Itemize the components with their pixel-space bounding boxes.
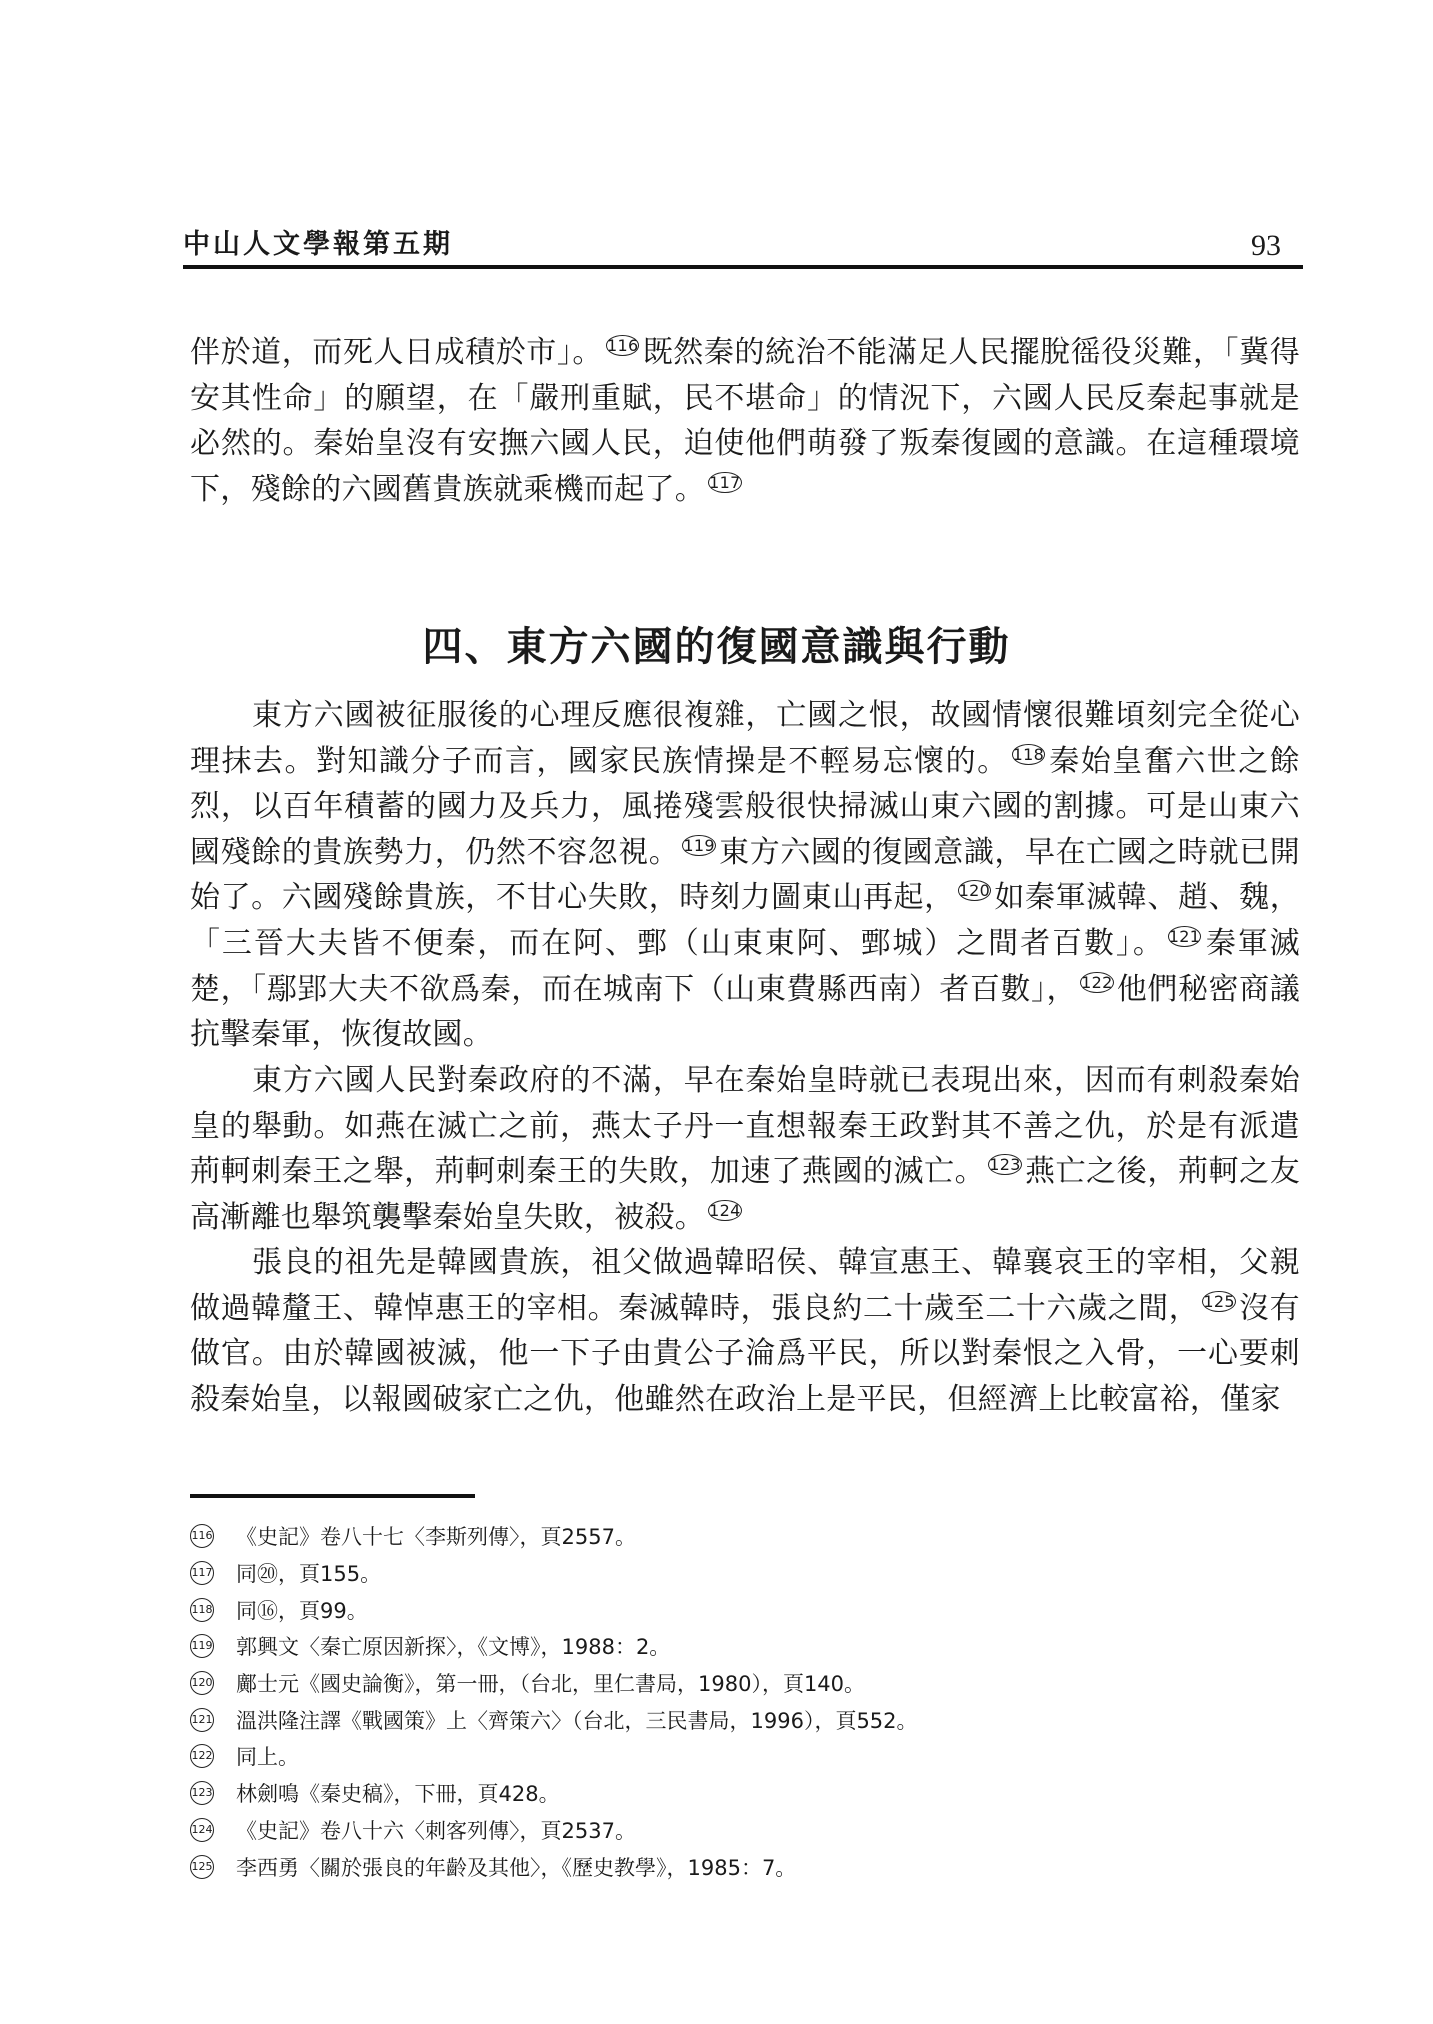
paragraph-continued xyxy=(190,330,1300,512)
footnote-text: 同⑯，頁99。 xyxy=(236,1598,368,1623)
footnote-number: 122 xyxy=(190,1744,214,1768)
footnote-item xyxy=(190,1701,1300,1738)
paragraph xyxy=(190,1058,1300,1240)
text-run: 沒有做官。由於韓國被滅，他一下子由貴公子淪爲平民，所以對秦恨之入骨，一心要刺殺秦始皇，以報國破家亡之仇，他雖然在政治上是平民，但經濟上比較富裕，僅家 xyxy=(190,1290,1300,1417)
footnote-number: 123 xyxy=(190,1781,214,1805)
footnote-number: 125 xyxy=(190,1855,214,1879)
footnote-number: 118 xyxy=(190,1598,214,1622)
footnote-number: 120 xyxy=(190,1671,214,1695)
paragraph xyxy=(190,1240,1300,1422)
page-number: 93 xyxy=(1251,229,1281,262)
footnote-ref[interactable]: 125 xyxy=(1203,1291,1235,1311)
text-run: 秦始皇奮六世之餘烈，以百年積蓄的國力及兵力，風捲殘雲般很快掃滅山東六國的割據。可是山東六國殘餘的貴族勢力，仍然不容忽視。 xyxy=(190,743,1300,870)
text-run: 秦軍滅楚，「鄢郢大夫不欲爲秦，而在城南下（山東費縣西南）者百數」， xyxy=(190,925,1300,1007)
footnote-ref[interactable]: 120 xyxy=(958,881,991,901)
footnote-number: 117 xyxy=(190,1561,214,1585)
text-run: 既然秦的統治不能滿足人民擺脫徭役災難，「冀得安其性命」的願望，在「嚴刑重賦，民不堪命」的情況下，六國人民反秦起事就是必然的。秦始皇沒有安撫六國人民，迫使他們萌發了叛秦復國的意識。在這種環境下，殘餘的六國舊貴族就乘機而起了。 xyxy=(190,335,1301,507)
footnote-ref[interactable]: 116 xyxy=(607,336,639,355)
footnotes xyxy=(190,1518,1300,1885)
running-header xyxy=(183,217,1303,267)
text-run: 燕亡之後，荊軻之友高漸離也舉筑襲擊秦始皇失敗，被殺。 xyxy=(190,1154,1300,1235)
text-run: 東方六國人民對秦政府的不滿，早在秦始皇時就已表現出來，因而有刺殺秦始皇的舉動。如燕在滅亡之前，燕太子丹一直想報秦王政對其不善之仇，於是有派遣荊軻刺秦王之舉，荊軻刺秦王的失敗，加速了燕國的滅亡。 xyxy=(190,1063,1300,1190)
paragraph xyxy=(190,693,1300,1058)
text-run: 東方六國的復國意識，早在亡國之時就已開始了。六國殘餘貴族，不甘心失敗，時刻力圖東山再起， xyxy=(190,834,1300,916)
footnote-text: 溫洪隆注譯《戰國策》上〈齊策六〉（台北，三民書局，1996），頁552。 xyxy=(236,1708,918,1733)
footnote-item xyxy=(190,1591,1300,1628)
footnote-text: 同上。 xyxy=(236,1745,299,1770)
footnote-text: 郭興文〈秦亡原因新探〉，《文博》，1988：2。 xyxy=(236,1635,671,1660)
header-rule xyxy=(183,265,1303,269)
footnote-rule xyxy=(190,1494,475,1498)
footnote-text: 同⑳，頁155。 xyxy=(236,1562,382,1587)
footnote-item xyxy=(190,1518,1300,1555)
footnote-item xyxy=(190,1738,1300,1775)
footnote-ref[interactable]: 118 xyxy=(1012,744,1045,764)
text-run: 他們秘密商議抗擊秦軍，恢復故國。 xyxy=(190,971,1301,1053)
footnote-ref[interactable]: 117 xyxy=(709,472,741,492)
footnote-number: 124 xyxy=(190,1818,214,1842)
footnote-item xyxy=(190,1628,1300,1665)
footnote-number: 119 xyxy=(190,1634,214,1658)
footnote-number: 121 xyxy=(190,1708,214,1732)
footnote-item xyxy=(190,1665,1300,1702)
footnote-ref[interactable]: 122 xyxy=(1081,972,1113,992)
footnote-item xyxy=(190,1812,1300,1849)
footnote-text: 林劍鳴《秦史稿》，下冊，頁428。 xyxy=(236,1782,560,1807)
section-title: 四、東方六國的復國意識與行動 xyxy=(422,624,1011,670)
footnote-ref[interactable]: 124 xyxy=(709,1200,741,1220)
footnote-text: 《史記》卷八十七〈李斯列傳〉，頁2557。 xyxy=(236,1525,636,1550)
footnote-ref[interactable]: 121 xyxy=(1168,926,1201,946)
text-run: 東方六國被征服後的心理反應很複雜，亡國之恨，故國情懷很難頃刻完全從心理抹去。對知識分子而言，國家民族情操是不輕易忘懷的。 xyxy=(190,698,1300,779)
footnote-text: 《史記》卷八十六〈刺客列傳〉，頁2537。 xyxy=(236,1818,636,1843)
text-run: 伴於道，而死人日成積於市」。 xyxy=(190,335,603,370)
footnote-number: 116 xyxy=(190,1524,214,1548)
footnote-text: 李西勇〈關於張良的年齡及其他〉，《歷史教學》，1985：7。 xyxy=(236,1855,797,1880)
footnote-ref[interactable]: 119 xyxy=(683,835,715,855)
footnote-text: 鄺士元《國史論衡》，第一冊，（台北，里仁書局，1980），頁140。 xyxy=(236,1672,866,1697)
footnote-item xyxy=(190,1555,1300,1592)
text-run: 張良的祖先是韓國貴族，祖父做過韓昭侯、韓宣惠王、韓襄哀王的宰相，父親做過韓釐王、韓悼惠王的宰相。秦滅韓時，張良約二十歲至二十六歲之間， xyxy=(190,1245,1300,1326)
footnote-ref[interactable]: 123 xyxy=(989,1155,1021,1175)
footnote-item xyxy=(190,1775,1300,1812)
footnote-item xyxy=(190,1848,1300,1885)
text-run: 如秦軍滅韓、趙、魏，「三晉大夫皆不便秦，而在阿、鄄（山東東阿、鄄城）之間者百數」。 xyxy=(190,880,1301,961)
journal-title: 中山人文學報第五期 xyxy=(183,229,453,260)
